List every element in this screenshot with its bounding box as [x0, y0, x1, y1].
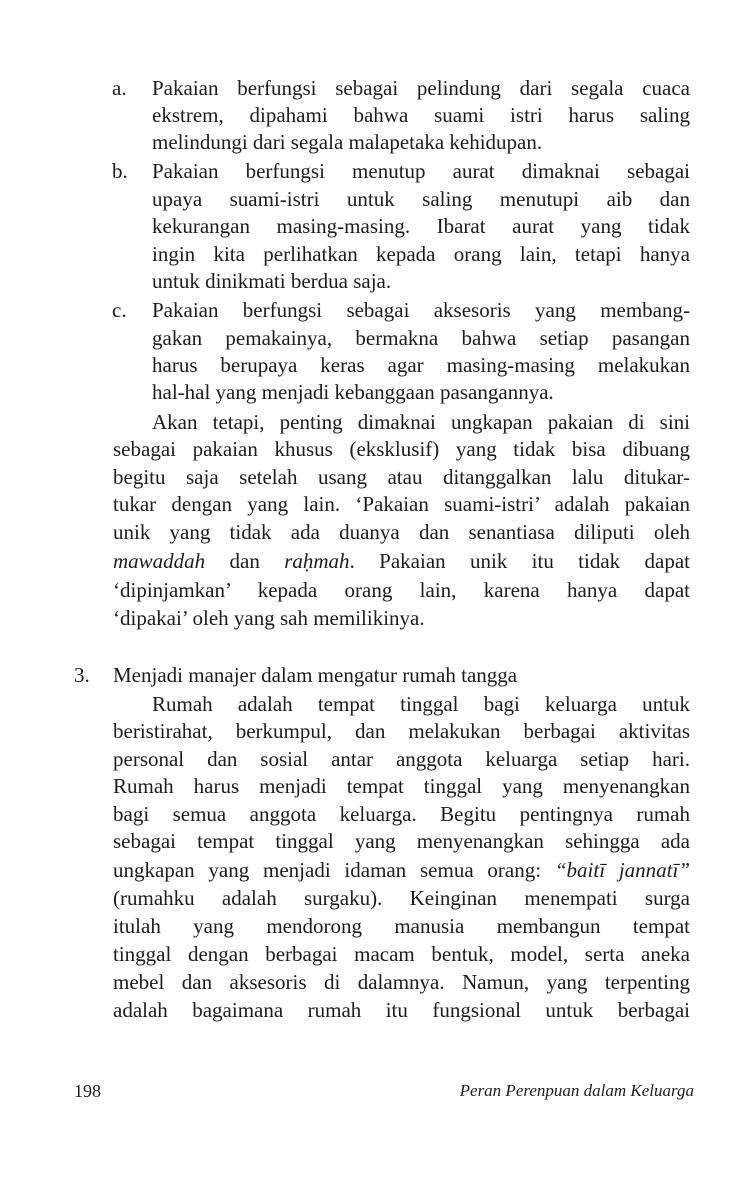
list-marker-a: a.	[112, 76, 127, 100]
page-number: 198	[74, 1081, 101, 1101]
list-a-line-2: ekstrem, dipahami bahwa suami istri harus saling	[152, 103, 690, 127]
section3-line-2: beristirahat, berkumpul, dan melakukan berbagai aktivitas	[113, 719, 690, 743]
section-number: 3.	[74, 663, 90, 687]
quote-line-prefix: ungkapan yang menjadi idaman semua orang:	[113, 858, 555, 882]
para1-line-8: ‘dipakai’ oleh yang sah memilikinya.	[113, 606, 425, 630]
para1-line-4: tukar dengan yang lain. ‘Pakaian suami-istri’ adalah pakaian	[113, 492, 690, 516]
section3-line-1: Rumah adalah tempat tinggal bagi keluarga untuk	[152, 692, 690, 716]
section3-line-8: (rumahku adalah surgaku). Keinginan menempati surga	[113, 886, 690, 910]
list-b-line-4: ingin kita perlihatkan kepada orang lain, tetapi hanya	[152, 242, 690, 266]
list-c-line-2: gakan pemakainya, bermakna bahwa setiap pasangan	[152, 326, 690, 350]
para1-line-2: sebagai pakaian khusus (eksklusif) yang tidak bisa dibuang	[113, 437, 690, 461]
para1-line-7: ‘dipinjamkan’ kepada orang lain, karena hanya dapat	[113, 578, 690, 602]
section3-line-4: Rumah harus menjadi tempat tinggal yang menyenangkan	[113, 774, 690, 798]
para1-line-5: unik yang tidak ada duanya dan senantiasa diliputi oleh	[113, 520, 690, 544]
section3-line-11: mebel dan aksesoris di dalamnya. Namun, yang terpenting	[113, 970, 690, 994]
para1-line-6-mid: dan	[205, 549, 285, 573]
term-mawaddah: mawaddah	[113, 549, 206, 573]
list-c-line-3: harus berupaya keras agar masing-masing melakukan	[152, 353, 690, 377]
list-c-line-1: Pakaian berfungsi sebagai aksesoris yang membang-	[152, 298, 690, 322]
para1-line-3: begitu saja setelah usang atau ditanggalkan lalu ditukar-	[113, 465, 690, 489]
list-marker-c: c.	[112, 298, 127, 322]
section3-line-3: personal dan sosial antar anggota keluarga setiap hari.	[113, 747, 690, 771]
term-rahmah: raḥmah	[284, 549, 350, 573]
section3-line-7	[113, 856, 690, 884]
section-heading: Menjadi manajer dalam mengatur rumah tangga	[113, 663, 518, 687]
list-a-line-1: Pakaian berfungsi sebagai pelindung dari segala cuaca	[152, 76, 690, 100]
list-marker-b: b.	[112, 159, 128, 183]
para1-line-1: Akan tetapi, penting dimaknai ungkapan pakaian di sini	[152, 410, 690, 434]
list-b-line-3: kekurangan masing-masing. Ibarat aurat yang tidak	[152, 214, 690, 238]
section3-line-5: bagi semua anggota keluarga. Begitu pentingnya rumah	[113, 802, 690, 826]
section3-line-9: itulah yang mendorong manusia membangun tempat	[113, 914, 690, 938]
section3-line-10: tinggal dengan berbagai macam bentuk, model, serta aneka	[113, 942, 690, 966]
running-title: Peran Perenpuan dalam Keluarga	[459, 1081, 694, 1100]
list-b-line-5: untuk dinikmati berdua saja.	[152, 269, 392, 293]
list-b-line-2: upaya suami-istri untuk saling menutupi aib dan	[152, 187, 690, 211]
para1-line-6	[113, 547, 690, 575]
quote-baiti-jannati: “baitī jannatī”	[554, 858, 690, 882]
list-c-line-4: hal-hal yang menjadi kebanggaan pasangannya.	[152, 380, 554, 404]
list-b-line-1: Pakaian berfungsi menutup aurat dimaknai sebagai	[152, 159, 690, 183]
section3-line-12: adalah bagaimana rumah itu fungsional untuk berbagai	[113, 998, 690, 1022]
list-a-line-3: melindungi dari segala malapetaka kehidupan.	[152, 130, 543, 154]
para1-line-6-rest: . Pakaian unik itu tidak dapat	[349, 549, 690, 573]
section3-line-6: sebagai tempat tinggal yang menyenangkan sehingga ada	[113, 829, 690, 853]
